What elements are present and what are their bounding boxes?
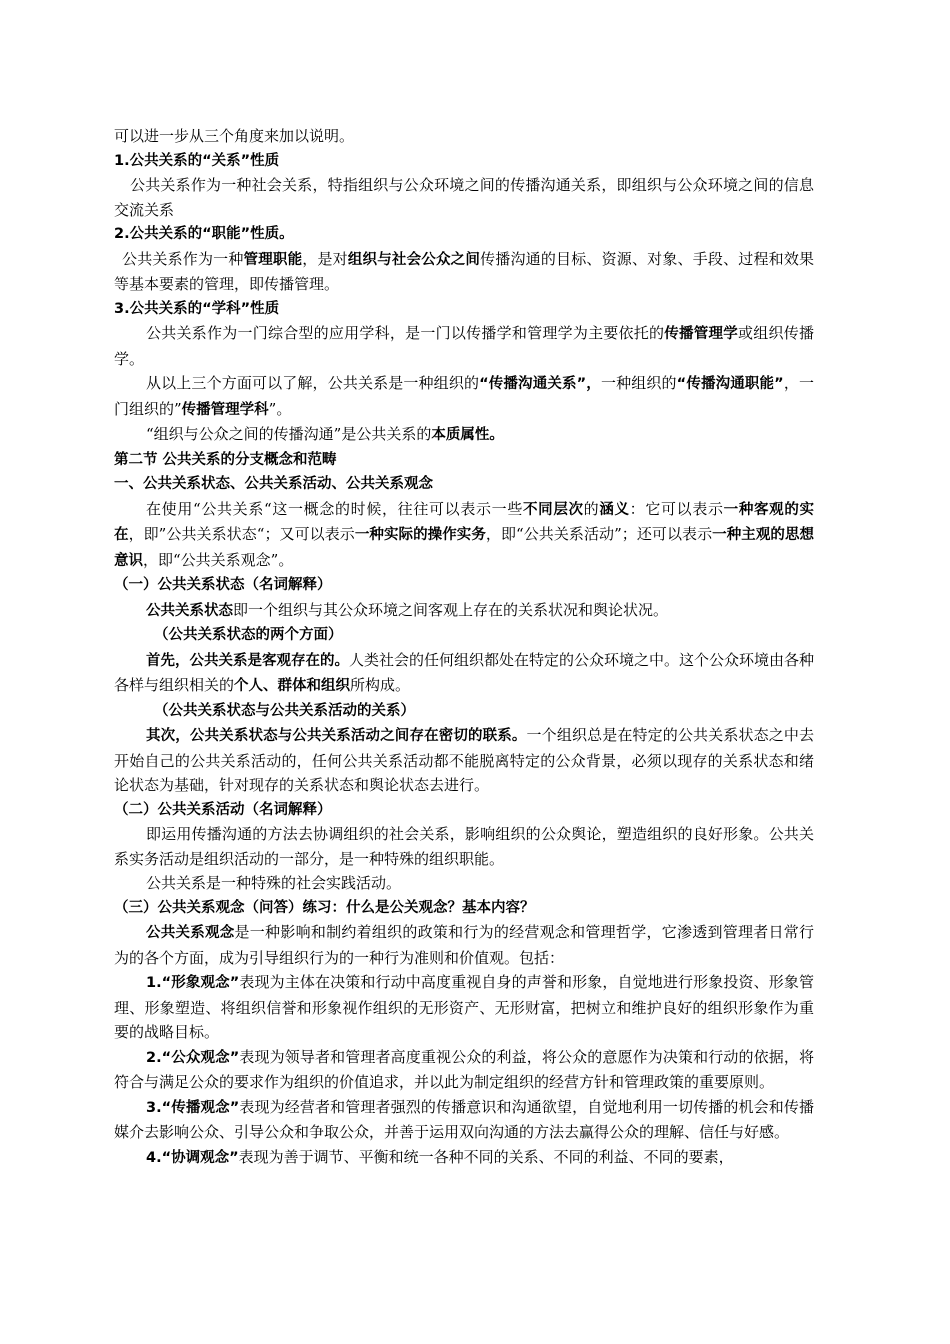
heading-state-activity: （公共关系状态与公共关系活动的关系） [154,702,415,719]
paragraph-coordination: 4.“协调观念”表现为善于调节、平衡和统一各种不同的关系、不同的利益、不同的要素， [146,1147,734,1166]
paragraph-function: 公共关系作为一种管理职能，是对组织与社会公众之间传播沟通的目标、资源、对象、手段、过程和效果等基本要素的管理，即传播管理。 [114,249,815,293]
heading-state: （一）公共关系状态（名词解释） [114,577,332,593]
paragraph-communication: 3.“传播观念”表现为经营者和管理者强烈的传播意识和沟通欲望，自觉地利用一切传播的机会和传播媒介去影响公众、引导公众和争取公众，并善于运用双向沟通的方法去赢得公众的理解、信任与好感。 [114,1097,814,1141]
paragraph-second: 其次，公共关系状态与公共关系活动之间存在密切的联系。一个组织总是在特定的公共关系状态之中去开始自己的公共关系活动的，任何公共关系活动都不能脱离特定的公众背景，必须以现存的关系状态和绪论状态为基础，针对现存的关系状态和舆论状态去进行。 [114,726,814,794]
intro-line: 可以进一步从三个角度来加以说明。 [114,127,355,145]
paragraph-first: 首先，公共关系是客观存在的。人类社会的任何组织都处在特定的公众环境之中。这个公众环境由各种各样与组织相关的个人、群体和组织所构成。 [114,650,815,694]
paragraph-image: 1.“形象观念”表现为主体在决策和行动中高度重视自身的声誉和形象，自觉地进行形象投资、形象管理、形象塑造、将组织信誉和形象视作组织的无形资产、无形财富，把树立和维护良好的组织形象作为重要的战略目标。 [114,973,814,1041]
paragraph-activity: 即运用传播沟通的方法去协调组织的社会关系，影响组织的公众舆论，塑造组织的良好形象。公共关系实务活动是组织活动的一部分，是一种特殊的组织职能。 [114,825,814,868]
paragraph-state-def: 公共关系状态即一个组织与其公众环境之间客观上存在的关系状况和舆论状况。 [146,600,669,619]
paragraph-levels: 在使用“公共关系“这一概念的时候，往往可以表示一些不同层次的涵义：它可以表示一种客观的实在，即”公共关系状态“；又可以表示一种实际的操作实务，即“公共关系活动”；还可以表示一种主观的思想意识，即“公共关系观念”。 [114,499,815,569]
paragraph-discipline: 公共关系作为一门综合型的应用学科，是一门以传播学和管理学为主要依托的传播管理学或组织传播学。 [114,324,814,368]
paragraph-practice: 公共关系是一种特殊的社会实践活动。 [146,874,402,892]
paragraph-concept: 公共关系观念是一种影响和制约着组织的政策和行为的经营观念和管理哲学，它渗透到管理者日常行为的各个方面，成为引导组织行为的一种行为准则和价值观。包括： [114,923,815,967]
heading-relation-nature: 1.公共关系的“关系”性质 [114,152,280,169]
paragraph-summary: 从以上三个方面可以了解，公共关系是一种组织的“传播沟通关系”，一种组织的“传播沟通职能”，一门组织的”传播管理学科”。 [114,374,814,418]
document-page [114,124,814,1170]
paragraph-relation: 公共关系作为一种社会关系，特指组织与公众环境之间的传播沟通关系，即组织与公众环境之间的信息交流关系 [114,176,814,219]
paragraph-essence: “组织与公众之间的传播沟通”是公共关系的本质属性。 [146,425,504,443]
heading-activity: （二）公共关系活动（名词解释） [114,801,332,818]
heading-function-nature: 2.公共关系的“职能”性质。 [114,226,294,242]
section-title: 第二节 公共关系的分支概念和范畴 [114,451,337,468]
heading-concept: （三）公共关系观念（问答）练习：什么是公关观念？基本内容？ [114,899,535,916]
subsection-title: 一、公共关系状态、公共关系活动、公共关系观念 [114,476,433,492]
heading-state-aspects: （公共关系状态的两个方面） [154,627,343,643]
paragraph-public: 2.“公众观念”表现为领导者和管理者高度重视公众的利益，将公众的意愿作为决策和行动的依据，将符合与满足公众的要求作为组织的价值追求，并以此为制定组织的经营方针和管理政策的重要原则。 [114,1047,814,1091]
heading-discipline-nature: 3.公共关系的“学科”性质 [114,300,280,317]
